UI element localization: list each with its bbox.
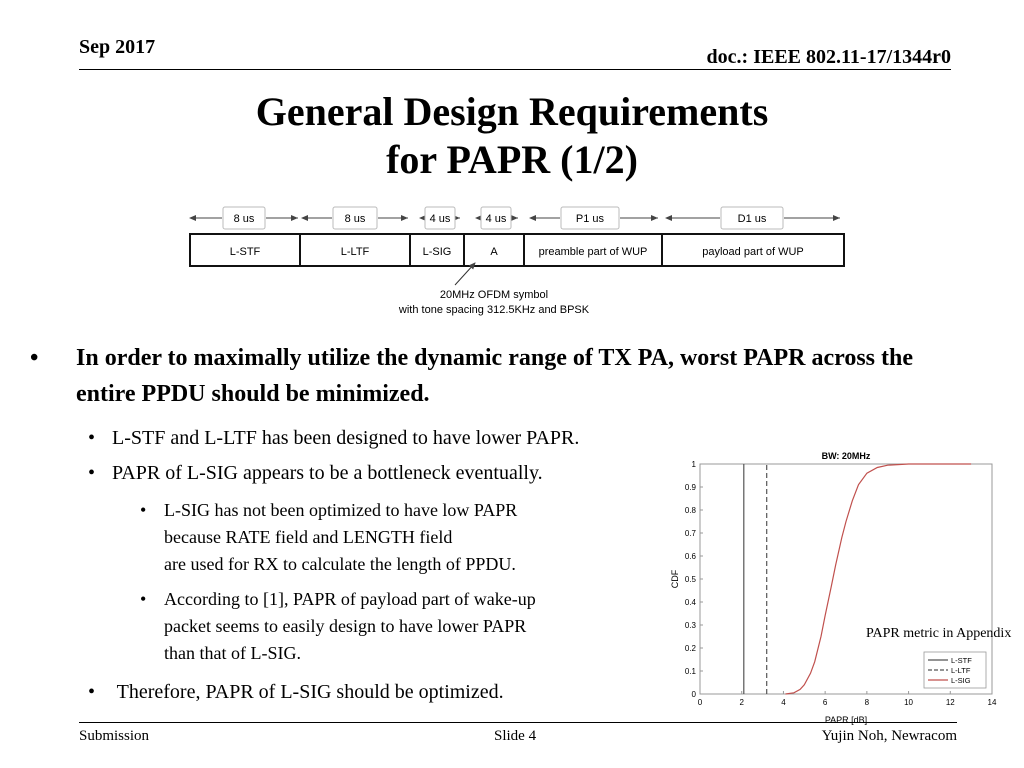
footer-author: Yujin Noh, Newracom [821, 728, 957, 744]
x-tick-label: 0 [697, 698, 703, 707]
bullet-dot: • [88, 427, 96, 449]
y-tick-label: 0 [691, 690, 696, 699]
papr-cdf-chart [668, 444, 998, 726]
legend-label: L-LTF [951, 666, 971, 675]
header-doc-id: doc.: IEEE 802.11-17/1344r0 [706, 46, 951, 68]
field-label: L-SIG [422, 246, 452, 258]
y-tick-label: 1 [691, 460, 696, 469]
frame-note-line-1: 20MHz OFDM symbol [439, 289, 549, 301]
frame-structure-diagram [180, 203, 850, 325]
y-tick-label: 0.5 [684, 575, 696, 584]
duration-label: 8 us [233, 213, 255, 225]
title-line-2: for PAPR (1/2) [386, 137, 638, 182]
y-axis-label: CDF [670, 569, 680, 589]
y-tick-label: 0.7 [684, 529, 696, 538]
chart-caption: PAPR metric in Appendix [866, 626, 1012, 641]
bullet-sub-2b-line-2: packet seems to easily design to have lower PAPR [164, 616, 527, 636]
x-axis-label: PAPR [dB] [824, 715, 868, 725]
y-tick-label: 0.9 [684, 483, 696, 492]
x-tick-label: 2 [739, 698, 744, 707]
footer-rule [79, 722, 957, 723]
duration-label: D1 us [737, 213, 767, 225]
x-tick-label: 8 [864, 698, 870, 707]
y-tick-label: 0.2 [684, 644, 696, 653]
y-tick-label: 0.6 [684, 552, 696, 561]
bullet-dot: • [88, 462, 96, 484]
field-label: payload part of WUP [702, 246, 804, 258]
bullet-sub-2b-line-3: than that of L-SIG. [164, 643, 301, 663]
bullet-sub-2-text: PAPR of L-SIG appears to be a bottleneck eventually. [112, 462, 543, 484]
y-tick-label: 0.8 [684, 506, 696, 515]
duration-label: 8 us [344, 213, 366, 225]
y-tick-label: 0.4 [684, 598, 696, 607]
slide-title [0, 88, 1024, 184]
bullet-sub-2b-line-1: According to [1], PAPR of payload part of wake-up [164, 589, 536, 609]
y-tick-label: 0.3 [684, 621, 696, 630]
legend-label: L-STF [951, 656, 972, 665]
chart-title: BW: 20MHz [821, 451, 871, 461]
bullet-sub-2a-line-3: are used for RX to calculate the length of PPDU. [164, 554, 516, 574]
bullet-dot: • [30, 345, 39, 371]
field-label: preamble part of WUP [538, 246, 648, 258]
title-line-1: General Design Requirements [255, 89, 769, 134]
duration-label: 4 us [485, 213, 507, 225]
field-label: L-STF [229, 246, 261, 258]
header-date: Sep 2017 [79, 36, 156, 58]
bullet-dot: • [88, 681, 96, 703]
duration-label: 4 us [429, 213, 451, 225]
bullet-sub-2a-line-2: because RATE field and LENGTH field [164, 527, 453, 547]
x-tick-label: 4 [781, 698, 786, 707]
bullet-sub-2a-line-1: L-SIG has not been optimized to have low PAPR [164, 500, 518, 520]
y-tick-label: 0.1 [684, 667, 696, 676]
x-tick-label: 10 [904, 698, 914, 707]
x-tick-label: 14 [987, 698, 997, 707]
bullet-sub-1-text: L-STF and L-LTF has been designed to have lower PAPR. [112, 427, 580, 449]
legend-label: L-SIG [951, 676, 971, 685]
frame-note-line-2: with tone spacing 312.5KHz and BPSK [398, 304, 590, 316]
x-tick-label: 6 [822, 698, 828, 707]
field-label: A [490, 246, 498, 258]
duration-label: P1 us [575, 213, 605, 225]
x-tick-label: 12 [945, 698, 955, 707]
bullet-dot: • [140, 500, 147, 520]
bullet-sub-3-text: Therefore, PAPR of L-SIG should be optimized. [112, 681, 504, 703]
bullet-dot: • [140, 589, 147, 609]
footer-submission: Submission [79, 728, 150, 744]
bullet-main-text: In order to maximally utilize the dynamic range of TX PA, worst PAPR across the entire PPDU should be minimized. [76, 345, 914, 407]
header-rule [79, 69, 951, 70]
field-label: L-LTF [340, 246, 370, 258]
footer-slide-number: Slide 4 [494, 728, 537, 744]
